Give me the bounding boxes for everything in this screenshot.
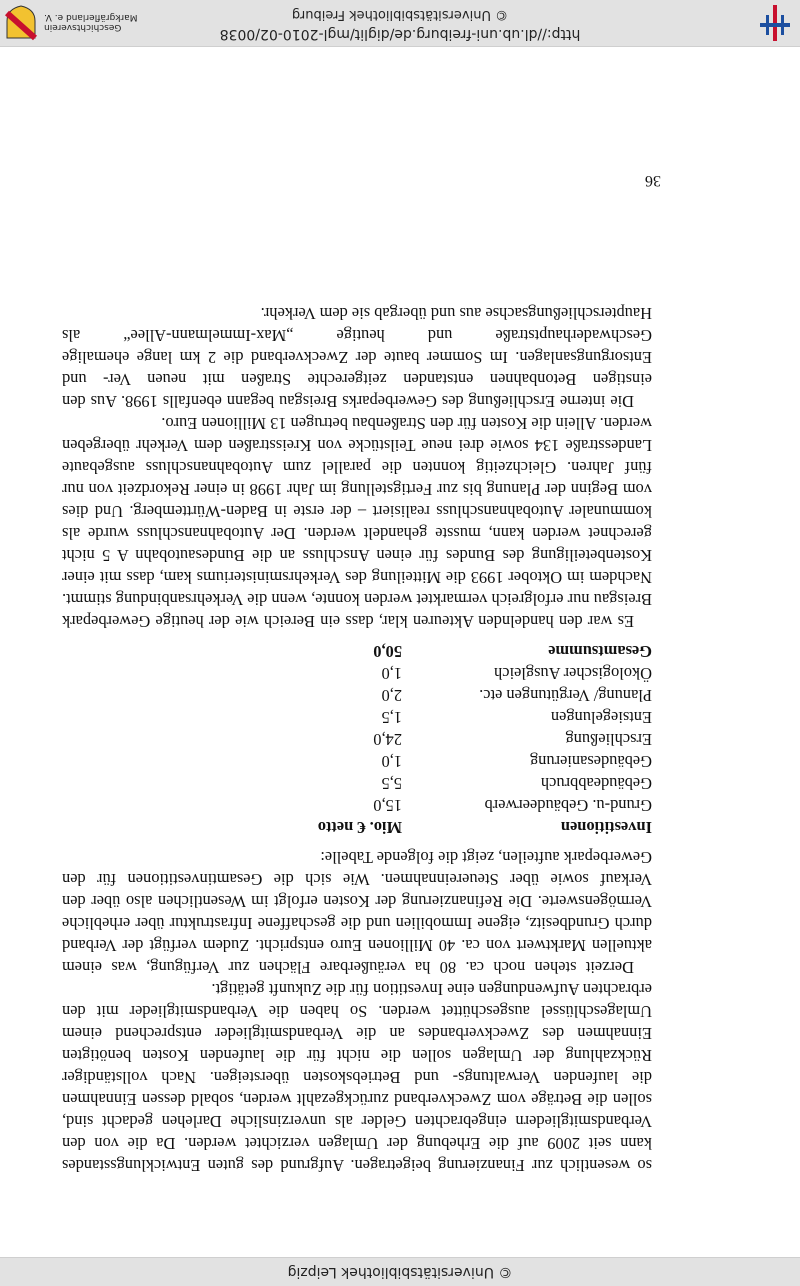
- table-row: [282, 684, 652, 706]
- table-header-row: [282, 816, 652, 838]
- table-row: [282, 794, 652, 816]
- table-row: [282, 662, 652, 684]
- table-cell-label: Gebäudeabbruch: [540, 774, 652, 793]
- society-name-line1: Geschichtsverein: [44, 22, 122, 32]
- table-row: [282, 706, 652, 728]
- table-cell-label: Erschließung: [565, 730, 652, 749]
- table-cell-value: 2,0: [381, 686, 402, 705]
- investment-table: [282, 640, 652, 838]
- paragraph-1: so wesentlich zur Finanzierung beigetragen. Aufgrund des guten Entwicklungsstandes kann seit 2009 auf die Erhebung der Umlagen verzichtet werden. Da die von den Verbandsmitgliedern eingebrachten Gelder als unverzinsliche Darlehen gedacht sind, sollen die Beträge vom Zweckverband zurückgezahlt werden, sobald dessen Einnahmen die laufenden Verwaltungs- und Betriebskosten übersteigen. Nach vollständiger Rückzahlung der Umlagen sollen die nicht für die laufenden Kosten benötigten Einnahmen des Zweckverbandes an die Verbandsmitglieder entsprechend einem Umlageschlüssel ausgeschüttet werden. So haben die Verbandsmitglieder mit den erbrachten Aufwendungen eine Investition für die Zukunft getätigt.: [62, 980, 652, 1175]
- table-cell-label: Ökologischer Ausgleich: [494, 664, 652, 683]
- table-header-investitionen: Investitionen: [560, 818, 652, 837]
- table-cell-value: 1,0: [381, 752, 402, 771]
- footer-url-link[interactable]: http://dl.ub.uni-freiburg.de/diglit/mgl-2010-02/0038: [219, 26, 581, 42]
- table-total-label: Gesamtsumme: [548, 642, 652, 661]
- table-row: [282, 750, 652, 772]
- document-page: [62, 302, 652, 1176]
- table-cell-value: 1,5: [381, 708, 402, 727]
- society-name-line2: Markgräflerland e. V.: [44, 12, 138, 22]
- table-cell-label: Planung/ Vergütungen etc.: [479, 686, 652, 705]
- paragraph-4: Die interne Erschließung des Gewerbeparks Breisgau begann ebenfalls 1998. Aus den einstigen Betonbahnen entstanden zeitgerechte Straßen mit neuen Ver- und Entsorgungsanlagen. Im Sommer baute der Zweckverband die 2 km lange ehemalige Geschwaderhauptstraße und heutige „Max-Immelmann-Allee“ als Haupterschließungsachse aus und übergab sie dem Verkehr.: [62, 304, 652, 411]
- paragraph-2: Derzeit stehen noch ca. 80 ha veräußerbare Flächen zur Verfügung, was einem aktuellen Marktwert von ca. 40 Millionen Euro entspricht. Zudem verfügt der Verband durch Grundbesitz, eigene Immobilien und die geschaffene Infrastruktur über erhebliche Vermögenswerte. Die Refinanzierung der Kosten erfolgt im Wesentlichen also über den Verkauf sowie über Steuereinnahmen. Wie sich die Gesamtinvestitionen für den Gewerbepark aufteilen, zeigt die folgende Tabelle:: [62, 848, 652, 977]
- header-copyright-text: © Universitätsbibliothek Leipzig: [287, 1264, 513, 1280]
- table-row: [282, 728, 652, 750]
- table-total-row: [282, 640, 652, 662]
- table-cell-label: Grund-u. Gebäudeerwerb: [484, 796, 652, 815]
- footer-copyright-text: © Universitätsbibliothek Freiburg: [291, 7, 509, 22]
- society-name: [44, 12, 137, 32]
- table-cell-value: 15,0: [373, 796, 402, 815]
- page-number: 36: [645, 172, 661, 189]
- paragraph-3: Es war den handelnden Akteuren klar, dass ein Bereich wie der heutige Gewerbepark Breisgau nur erfolgreich vermarktet werden konnte, wenn die Verkehrsanbindung stimmt. Nachdem im Oktober 1993 die Mitteilung des Verkehrsministeriums kam, dass mit einer Kostenbeteiligung des Bundes für einen Anschluss an die Bundesautobahn A 5 nicht gerechnet werden kann, musste gehandelt werden. Der Autobahnanschluss wurde als kommunaler Autobahnanschluss realisiert – der erste in Baden-Württemberg. Und dies vom Beginn der Planung bis zur Fertigstellung im Jahr 1998 in einer Rekordzeit von nur fünf Jahren. Gleichzeitig konnten die parallel zum Autobahnanschluss ausgebaute Landesstraße 134 sowie drei neue Teilstücke von Kreisstraßen dem Verkehr übergeben werden. Allein die Kosten für den Straßenbau betrugen 13 Millionen Euro.: [62, 414, 652, 631]
- viewer-header-bar: [0, 1257, 800, 1286]
- table-header-mio-euro: Mio. € netto: [317, 818, 402, 837]
- table-cell-value: 24,0: [373, 730, 402, 749]
- society-coat-of-arms-icon: [4, 5, 38, 41]
- table-row: [282, 772, 652, 794]
- table-cell-value: 5,5: [381, 774, 402, 793]
- viewer-footer-bar: [0, 0, 800, 47]
- table-cell-label: Entsiegelungen: [550, 708, 652, 727]
- table-cell-value: 1,0: [381, 664, 402, 683]
- table-total-value: 50,0: [373, 642, 402, 661]
- table-cell-label: Gebäudesanierung: [530, 752, 652, 771]
